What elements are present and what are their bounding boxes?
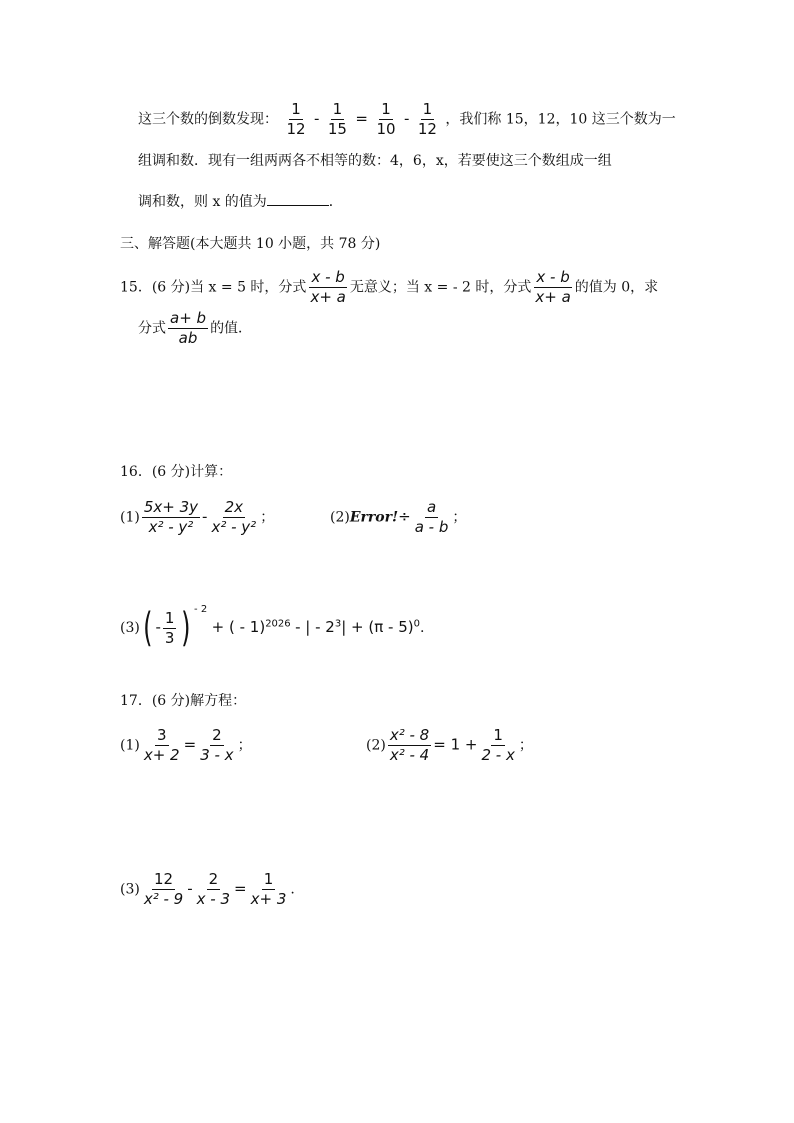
- q16-header: 16．(6 分)计算：: [120, 464, 233, 480]
- p14-lead: 这三个数的倒数发现：: [138, 111, 278, 128]
- q16-part1: (1) $\frac{5x+ 3y}{\text{x² - y²}}$ - $\frac{2x}{\text{x² - y²}}$ ；: [120, 498, 275, 536]
- fraction-2-over-x-3: $\frac{2}{x - 3}$: [196, 870, 231, 908]
- left-paren: (: [142, 605, 153, 651]
- fraction-x-b-over-x-a-2: $\frac{x - b}{x+ a}$: [535, 268, 571, 306]
- fraction-1-over-2-x: $\frac{1}{2 - x}$: [481, 726, 515, 764]
- fraction-a-over-a-b: $\frac{a}{a - b}$: [414, 498, 449, 536]
- fraction-12-over-x2-9: $\frac{12}{\text{x² - 9}}$: [143, 870, 184, 908]
- p14-line2: 组调和数．现有一组两两各不相等的数：4，6，x，若要使这三个数组成一组: [138, 153, 612, 169]
- q15-line1: 15．(6 分)当 x = 5 时，分式 $\frac{x - b}{x+ a}$ 无意义；当 x = - 2 时，分式 $\frac{x - b}{x+ a}$ 的值为 0，求: [120, 268, 659, 306]
- q17-part2: (2) $\frac{\text{x² - 8}}{\text{x² - 4}}$ = 1 + $\frac{1}{2 - x}$ ；: [366, 726, 533, 764]
- fraction-1-15: $\frac{1}{15}$: [327, 100, 347, 138]
- q17-header: 17．(6 分)解方程：: [120, 693, 247, 709]
- section-header: 三、解答题(本大题共 10 小题，共 78 分): [120, 236, 381, 252]
- fraction-2x: $\frac{2x}{\text{x² - y²}}$: [211, 498, 257, 536]
- fraction-x2-8: $\frac{\text{x² - 8}}{\text{x² - 4}}$: [389, 726, 430, 764]
- q16-part2: (2)Error!÷ $\frac{a}{a - b}$ ；: [330, 498, 467, 536]
- fraction-3-over-x2: $\frac{3}{x+ 2}$: [143, 726, 180, 764]
- p14-line1: 这三个数的倒数发现： $\frac{1}{12}$ - $\frac{1}{15}$ = $\frac{1}{10}$ - $\frac{1}{12}$ ，我们称 15，12，10 这三个数为一: [138, 100, 676, 138]
- fraction-1-over-x-3: $\frac{1}{x+ 3}$: [250, 870, 287, 908]
- error-text: Error!: [349, 509, 399, 526]
- p14-line3: 调和数，则 x 的值为 ．: [138, 194, 343, 210]
- fraction-1-10: $\frac{1}{10}$: [376, 100, 396, 138]
- fraction-1-12b: $\frac{1}{12}$: [417, 100, 437, 138]
- fraction-a-b-over-ab: $\frac{a+ b}{ab}$: [170, 309, 207, 347]
- fraction-1-3: $\frac{1}{3}$: [164, 608, 175, 647]
- answer-blank[interactable]: [267, 193, 329, 206]
- fraction-1-12: $\frac{1}{12}$: [286, 100, 306, 138]
- fraction-2-over-3-x: $\frac{2}{3 - x}$: [200, 726, 234, 764]
- q15-line2: 分式 $\frac{a+ b}{ab}$ 的值．: [138, 309, 253, 347]
- q17-part3: (3) $\frac{12}{\text{x² - 9}}$ - $\frac{2}{x - 3}$ = $\frac{1}{x+ 3}$ .: [120, 870, 295, 908]
- q17-part1: (1) $\frac{3}{x+ 2}$ = $\frac{2}{3 - x}$ ；: [120, 726, 252, 764]
- q16-part3: (3)( - $\frac{1}{3}$ ) $^{- 2}$ + ( - 1)$^{2026}$ - | - $2^3| + (\pi - 5)^0$.: [120, 604, 425, 651]
- fraction-5x3y: $\frac{5x+ 3y}{\text{x² - y²}}$: [143, 498, 199, 536]
- fraction-x-b-over-x-a: $\frac{x - b}{x+ a}$: [310, 268, 346, 306]
- right-paren: ): [181, 605, 191, 651]
- p14-tail: ，我们称 15，12，10 这三个数为一: [445, 111, 676, 128]
